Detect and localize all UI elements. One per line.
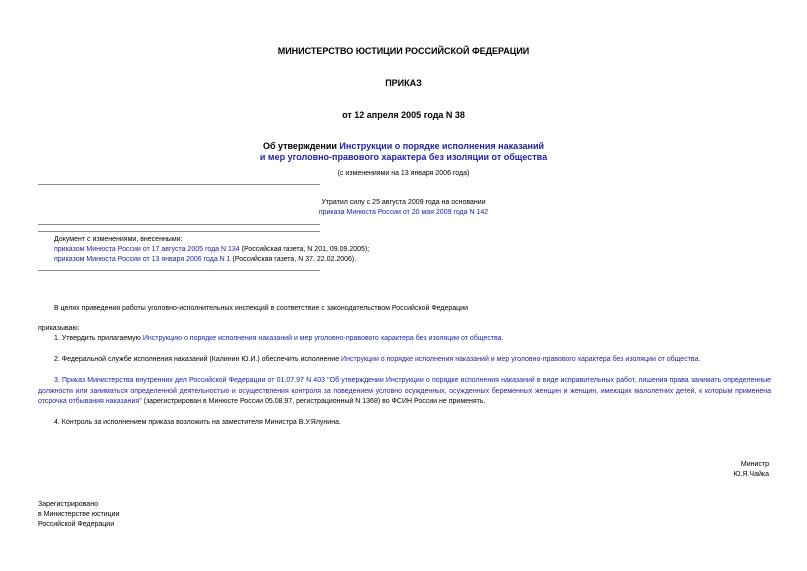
p2-text: 2. Федеральной службе исполнения наказаний (Калинин Ю.И.) обеспечить исполнение: [54, 356, 342, 363]
ministry-heading: МИНИСТЕРСТВО ЮСТИЦИИ РОССИЙСКОЙ ФЕДЕРАЦИИ: [277, 46, 530, 56]
validity-note: [0, 198, 807, 218]
signature-position: Министр: [740, 461, 769, 468]
registration-line-1: Зарегистрировано: [38, 501, 98, 508]
preamble: В целях приведения работы уголовно-исполнительных инспекций в соответствие с законодательством Российской Федерации: [54, 305, 468, 312]
p3-link[interactable]: 3. Приказ Министерства внутренних дел Российской Федерации от 01.07.97 N 403 "Об утверждении Инструкции о порядке исполнения наказаний в виде исправительных работ, лишения права занимать определенные должности или заниматься определенной деятельностью и осуществления контроля за поведением условно осужденных, осужденных беременных женщин и женщин, имеющих малолетних детей, к которым применена отсрочка отбывания наказания": [38, 377, 771, 405]
document-title: [0, 141, 807, 163]
paragraph-4: 4. Контроль за исполнением приказа возложить на заместителя Министра В.У.Ялунина.: [54, 419, 341, 426]
order-word: приказываю:: [38, 325, 80, 332]
p2-link[interactable]: Инструкции о порядке исполнения наказаний и мер уголовно-правового характера без изоляции от общества: [341, 356, 699, 363]
divider: [38, 184, 320, 185]
p2-end: .: [698, 356, 701, 363]
p1-text: 1. Утвердить прилагаемую: [54, 335, 143, 342]
paragraph-3: [38, 376, 771, 408]
signature-block: [733, 460, 769, 480]
title-link-instruction-cont[interactable]: и мер уголовно-правового характера без изоляции от общества: [259, 152, 548, 162]
amendment-link-1[interactable]: приказом Минюста России от 17 августа 2005 года N 134: [54, 246, 240, 253]
title-link-instruction[interactable]: Инструкции о порядке исполнения наказаний: [339, 141, 545, 151]
registration-line-2: в Министерстве юстиции: [38, 511, 120, 518]
p1-link[interactable]: Инструкцию о порядке исполнения наказаний и мер уголовно-правового характера без изоляции от общества: [142, 335, 502, 342]
amendment-link-2[interactable]: приказом Минюста России от 13 января 2006 года N 1: [54, 256, 231, 263]
validity-text: Утратил силу с 25 августа 2009 года на основании: [321, 199, 486, 206]
divider: [38, 224, 320, 225]
amendment-item: [54, 255, 454, 265]
title-prefix: Об утверждении: [262, 141, 340, 151]
registration-line-3: Российской Федерации: [38, 521, 115, 528]
paragraph-2: [54, 355, 774, 366]
divider: [38, 270, 320, 271]
amendment-source-2: (Российская газета, N 37, 22.02.2006).: [230, 256, 357, 263]
date-number-heading: от 12 апреля 2005 года N 38: [342, 110, 465, 120]
signature-name: Ю.Я.Чайка: [733, 471, 769, 478]
changes-note: (с изменениями на 13 января 2006 года): [337, 170, 470, 177]
amendments-intro: Документ с изменениями, внесенными:: [54, 236, 183, 243]
amendment-source-1: (Российская газета, N 201, 09.09.2005);: [239, 246, 370, 253]
divider: [38, 231, 320, 232]
doc-type-heading: ПРИКАЗ: [385, 78, 422, 88]
p3-rest: (зарегистрирован в Минюсте России 05.08.97, регистрационный N 1368) во ФСИН России не применять.: [141, 398, 486, 405]
registration-block: [38, 500, 119, 530]
validity-link[interactable]: приказа Минюста России от 20 мая 2009 года N 142: [318, 209, 489, 216]
paragraph-1: [54, 334, 774, 345]
amendments-block: [54, 235, 454, 265]
amendment-item: [54, 245, 454, 255]
p1-end: .: [501, 335, 504, 342]
